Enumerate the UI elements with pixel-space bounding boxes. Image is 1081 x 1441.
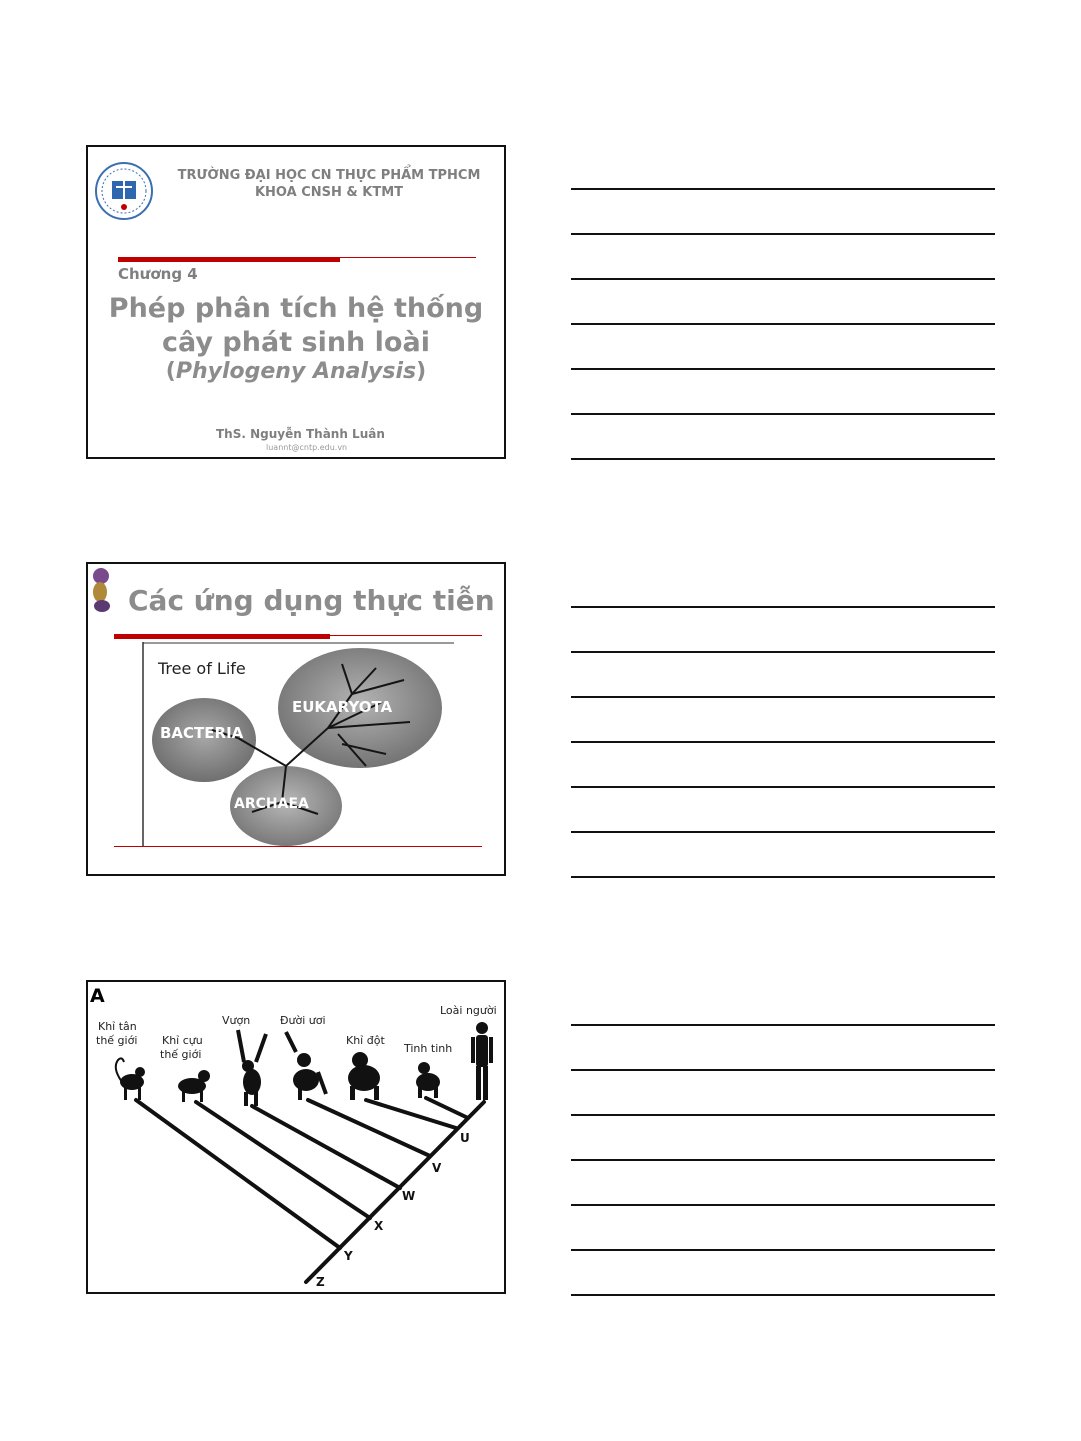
subtitle-paren-close: ) [416, 359, 427, 384]
subtitle-english: Phylogeny Analysis [175, 359, 417, 384]
node-x: X [374, 1219, 384, 1233]
note-line [571, 368, 995, 370]
school-line-2: KHOA CNSH & KTMT [254, 185, 404, 200]
note-line [571, 1159, 995, 1161]
notes-lines-2 [571, 606, 995, 921]
title-divider-red [114, 634, 330, 639]
dna-figure-icon [90, 566, 112, 614]
node-z: Z [316, 1275, 325, 1289]
note-line [571, 786, 995, 788]
note-line [571, 1294, 995, 1296]
human-icon [471, 1022, 493, 1100]
slide-1-subtitle [88, 359, 504, 384]
slide-2-thumbnail [86, 562, 506, 876]
cladogram-branches [136, 1098, 484, 1282]
tree-of-life-caption: Tree of Life [158, 659, 246, 678]
panel-label: A [90, 985, 105, 1007]
author-name: ThS. Nguyễn Thành Luân [216, 427, 385, 441]
species-label-vuon: Vượn [222, 1014, 251, 1027]
author-email: luannt@cntp.edu.vn [266, 443, 348, 452]
tree-of-life-figure [142, 642, 454, 846]
gibbon-icon [238, 1030, 266, 1106]
node-y: Y [344, 1249, 353, 1263]
species-label-khi-tan-2: thế giới [96, 1034, 138, 1047]
title-divider-thin [330, 635, 482, 636]
note-line [571, 696, 995, 698]
note-line [571, 233, 995, 235]
label-eukaryota: EUKARYOTA [292, 698, 393, 716]
note-line [571, 606, 995, 608]
subtitle-paren-open: ( [165, 359, 176, 384]
school-name [158, 167, 500, 201]
note-line [571, 1024, 995, 1026]
species-label-khi-tan-1: Khỉ tân [98, 1020, 137, 1033]
orangutan-icon [286, 1032, 326, 1100]
primate-cladogram [88, 982, 504, 1292]
chimpanzee-icon [416, 1062, 440, 1098]
old-world-monkey-icon [178, 1070, 210, 1102]
title-divider-thin [340, 257, 476, 258]
title-line-1: Phép phân tích hệ thống [108, 293, 484, 324]
slide-1-title [88, 292, 504, 360]
note-line [571, 1069, 995, 1071]
note-line [571, 1204, 995, 1206]
title-line-2: cây phát sinh loài [162, 327, 430, 358]
note-line [571, 278, 995, 280]
note-line [571, 413, 995, 415]
title-divider-red [118, 257, 340, 262]
chapter-label: Chương 4 [118, 265, 198, 283]
note-line [571, 458, 995, 460]
label-bacteria: BACTERIA [160, 724, 244, 742]
new-world-monkey-icon [116, 1058, 145, 1100]
note-line [571, 323, 995, 325]
node-v: V [432, 1161, 442, 1175]
gorilla-icon [348, 1052, 380, 1100]
label-archaea: ARCHAEA [234, 796, 309, 812]
species-label-tinh-tinh: Tinh tinh [404, 1042, 453, 1055]
species-label-loai-nguoi: Loài người [440, 1004, 497, 1017]
slide-2-title: Các ứng dụng thực tiễn [128, 584, 495, 617]
node-w: W [402, 1189, 416, 1203]
slide-3-thumbnail [86, 980, 506, 1294]
species-label-khi-dot: Khỉ đột [346, 1034, 385, 1047]
species-label-duoi-uoi: Đười ươi [280, 1014, 326, 1027]
node-u: U [460, 1131, 470, 1145]
bottom-divider [114, 846, 482, 847]
notes-lines-1 [571, 188, 995, 503]
notes-lines-3 [571, 1024, 995, 1339]
slide-1-thumbnail [86, 145, 506, 459]
note-line [571, 1114, 995, 1116]
note-line [571, 188, 995, 190]
note-line [571, 741, 995, 743]
note-line [571, 831, 995, 833]
note-line [571, 1249, 995, 1251]
university-logo [94, 161, 154, 221]
note-line [571, 876, 995, 878]
note-line [571, 651, 995, 653]
school-line-1: TRƯỜNG ĐẠI HỌC CN THỰC PHẨM TPHCM [177, 168, 481, 183]
species-label-khi-cuu-1: Khỉ cựu [162, 1034, 203, 1047]
species-label-khi-cuu-2: thế giới [160, 1048, 202, 1061]
